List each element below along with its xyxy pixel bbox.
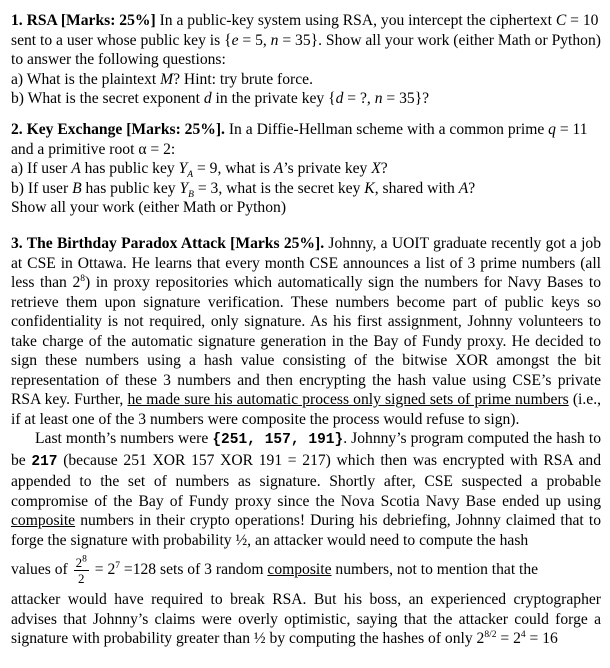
hash-value: 217 — [31, 453, 58, 470]
q2-footer: Show all your work (either Math or Python) — [11, 199, 287, 216]
q3-underlined-claim: he made sure his automatic process only signed sets of prime numbers — [127, 391, 569, 408]
q2-heading: 2. Key Exchange [Marks: 25%]. — [11, 121, 225, 138]
q1-heading: 1. RSA [Marks: 25%] — [11, 12, 156, 29]
question-3 — [11, 234, 601, 649]
q3-paragraph-1: 3. The Birthday Paradox Attack [Marks 25%]. Johnny, a UOIT graduate recently got a job at CSE in Ottawa. He learns that every month CSE announces a list of 3 prime numbers (all less than $2^8$) in proxy repositories which automatically sign the numbers for Navy Bases to retrieve them upon signature verification. These numbers become part of public keys so confidentiality is not required, only signature. As his first assignment, Johnny volunteers to take charge of the automatic signature generation in the Bay of Fundy proxy. He decided to sign these numbers using a hash value consisting of the bitwise XOR amongst the bit representation of these 3 numbers and then encrypting the hash value using CSE’s private RSA key. Further, he made sure his automatic process only signed sets of prime numbers (i.e., if at least one of the 3 numbers were composite the process would refuse to sign). — [11, 235, 601, 428]
q1-intro: 1. RSA [Marks: 25%] In a public-key system using RSA, you intercept the ciphertext C = 10 sent to a user whose public key is {e = 5, n = 35}. Show all your work (either Math or Python) to answer the following questions: — [11, 12, 601, 68]
q3-paragraph-2: Last month’s numbers were {251, 157, 191}. Johnny’s program computed the hash to be 217 (because 251 XOR 157 XOR 191 = 217) which then was encrypted with RSA and appended to the set of numbers as signature. Shortly after, CSE suspected a probable compromise of the Bay of Fundy proxy since the Nova Scotia Navy Base ended up using composite numbers in their crypto operations! During his debriefing, Johnny claimed that to forge the signature with probability ½, an attacker would need to compute the hash — [11, 430, 601, 549]
q2-part-b: b) If user B has public key $Y_B = 3$, what is the secret key K, shared with A? — [11, 179, 476, 200]
question-1 — [11, 11, 601, 109]
number-set: {251, 157, 191} — [212, 432, 344, 448]
q3-formula-line: values of $\frac{2^8}{2}$ = $2^7 =128$ sets of 3 random composite numbers, not to mention that the — [11, 554, 539, 586]
q2-intro: 2. Key Exchange [Marks: 25%]. In a Diffie-Hellman scheme with a common prime q = 11 and a primitive root α = 2: — [11, 121, 588, 158]
q1-part-a: a) What is the plaintext M? Hint: try brute force. — [11, 70, 313, 88]
question-2 — [11, 120, 601, 218]
q2-part-a: a) If user A has public key $Y_A = 9$, what is A’s private key X? — [11, 160, 388, 181]
q1-part-b: b) What is the secret exponent d in the private key {d = ?, n = 35}? — [11, 90, 430, 107]
fraction: $\frac{2^8}{2}$ — [75, 554, 87, 586]
q3-paragraph-4: attacker would have required to break RSA. But his boss, an experienced cryptographer advises that Johnny’s claims were overly optimistic, saying that the attacker could forge a signature with probability greater than ½ by computing the hashes of only $2^{8/2} = 2^4 = 16$ — [11, 591, 601, 647]
q3-heading: 3. The Birthday Paradox Attack [Marks 25%]. — [11, 235, 325, 252]
